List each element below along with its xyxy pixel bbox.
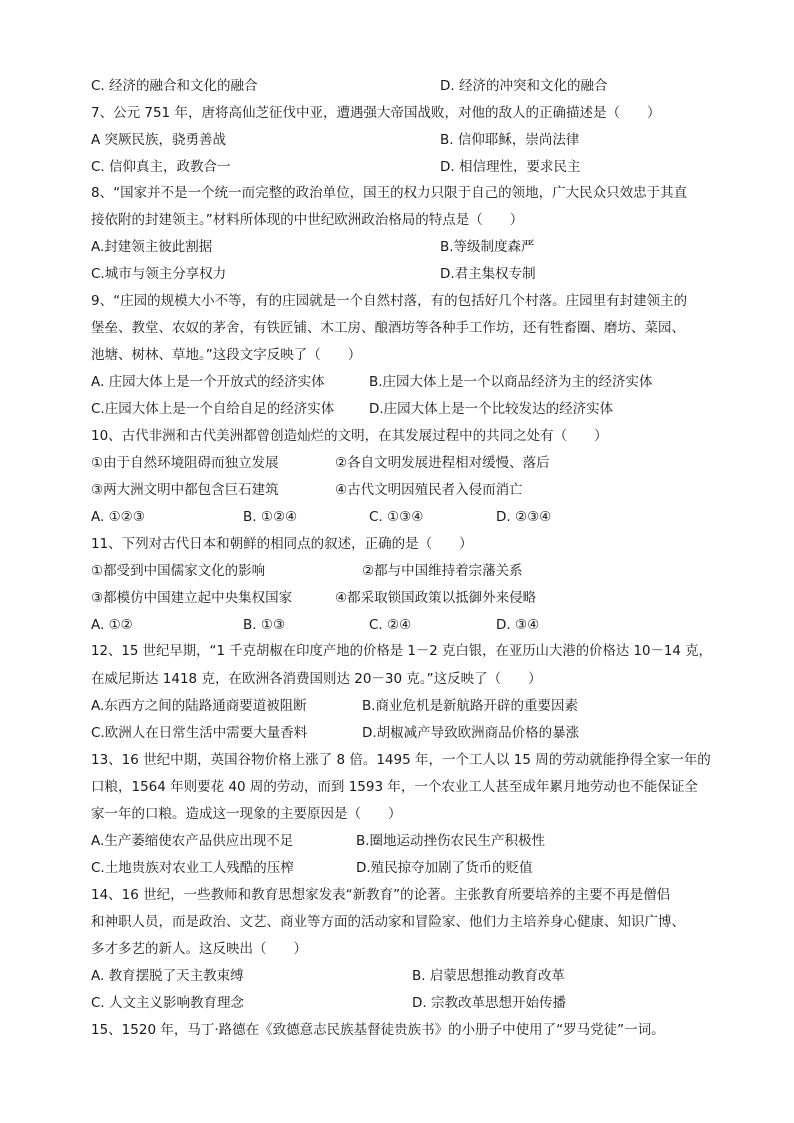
q8-stem-line1: 8、“国家并不是一个统一而完整的政治单位，国王的权力只限于自己的领地，广大民众只效忠于其直 xyxy=(91,185,688,201)
q7-option-b: B. 信仰耶稣，崇尚法律 xyxy=(440,132,580,148)
q9-option-c: C.庄园大体上是一个自给自足的经济实体 xyxy=(91,401,335,417)
q10-stem: 10、古代非洲和古代美洲都曾创造灿烂的文明，在其发展过程中的共同之处有（ ） xyxy=(91,428,608,444)
q9-option-d: D.庄园大体上是一个比较发达的经济实体 xyxy=(369,401,614,417)
q14-option-c: C. 人文主义影响教育理念 xyxy=(91,995,245,1011)
q14-option-a: A. 教育摆脱了天主教束缚 xyxy=(91,968,244,984)
q9-stem-line1: 9、“庄园的规模大小不等，有的庄园就是一个自然村落，有的包括好几个村落。庄园里有封建领主的 xyxy=(91,293,688,309)
q8-option-a: A.封建领主彼此割据 xyxy=(91,239,213,255)
q13-option-c: C.土地贵族对农业工人残酷的压榨 xyxy=(91,860,294,876)
q10-statement-3: ③两大洲文明中都包含巨石建筑 xyxy=(91,482,279,498)
q13-stem-line2: 口粮，1564 年则要花 40 周的劳动，而到 1593 年，一个农业工人甚至成年累月地劳动也不能保证全 xyxy=(91,779,698,795)
q12-stem-line1: 12、15 世纪早期，“1 千克胡椒在印度产地的价格是 1－2 克白银，在亚历山大港的价格达 10－14 克， xyxy=(91,644,712,659)
q9-stem-line3: 池塘、树林、草地。”这段文字反映了（ ） xyxy=(91,347,362,363)
q6-option-d: D. 经济的冲突和文化的融合 xyxy=(440,78,608,94)
q7-option-d: D. 相信理性，要求民主 xyxy=(440,159,581,175)
q8-option-d: D.君主集权专制 xyxy=(440,266,536,282)
q14-stem-line1: 14、16 世纪，一些教师和教育思想家发表“新教育”的论著。主张教育所要培养的主要不再是僧侣 xyxy=(91,887,671,903)
q8-option-c: C.城市与领主分享权力 xyxy=(91,266,227,282)
q8-option-b: B.等级制度森严 xyxy=(440,239,535,255)
q12-option-c: C.欧洲人在日常生活中需要大量香料 xyxy=(91,725,308,741)
q11-statement-2: ②都与中国维持着宗藩关系 xyxy=(362,563,523,579)
q11-statement-3: ③都模仿中国建立起中央集权国家 xyxy=(91,590,293,606)
q12-stem-line2: 在威尼斯达 1418 克，在欧洲各消费国则达 20－30 克。”这反映了（ ） xyxy=(91,671,542,687)
q15-stem: 15、1520 年，马丁·路德在《致德意志民族基督徒贵族书》的小册子中使用了“罗马党徒”一词。 xyxy=(91,1022,665,1038)
q14-stem-line3: 多才多艺的新人。这反映出（ ） xyxy=(91,941,307,957)
q10-option-c: C. ①③④ xyxy=(369,509,424,525)
q13-option-a: A.生产萎缩使农产品供应出现不足 xyxy=(91,833,294,849)
q11-statement-4: ④都采取锁国政策以抵御外来侵略 xyxy=(335,590,537,606)
q9-option-a: A. 庄园大体上是一个开放式的经济实体 xyxy=(91,374,325,390)
q11-statement-1: ①都受到中国儒家文化的影响 xyxy=(91,563,266,579)
q9-stem-line2: 堡垒、教堂、农奴的茅舍，有铁匠铺、木工房、酿酒坊等各种手工作坊，还有牲畜圈、磨坊、菜园、 xyxy=(91,320,685,336)
q10-statement-2: ②各自文明发展进程相对缓慢、落后 xyxy=(335,455,550,471)
q12-option-d: D.胡椒减产导致欧洲商品价格的暴涨 xyxy=(362,725,580,741)
q14-stem-line2: 和神职人员，而是政治、文艺、商业等方面的活动家和冒险家、他们力主培养身心健康、知识广博、 xyxy=(91,914,685,930)
q11-stem: 11、下列对古代日本和朝鲜的相同点的叙述，正确的是（ ） xyxy=(91,536,473,552)
q13-option-b: B.圈地运动挫伤农民生产积极性 xyxy=(356,833,546,849)
q11-option-c: C. ②④ xyxy=(369,617,412,633)
q14-option-b: B. 启蒙思想推动教育改革 xyxy=(412,968,565,984)
q13-option-d: D.殖民掠夺加剧了货币的贬值 xyxy=(356,860,533,876)
q7-stem: 7、公元 751 年，唐将高仙芝征伐中亚，遭遇强大帝国战败，对他的敌人的正确描述是（ ） xyxy=(91,105,661,121)
q10-option-b: B. ①②④ xyxy=(243,509,298,525)
q8-stem-line2: 接依附的封建领主。”材料所体现的中世纪欧洲政治格局的特点是（ ） xyxy=(91,212,524,228)
q11-option-a: A. ①② xyxy=(91,617,133,633)
q12-option-b: B.商业危机是新航路开辟的重要因素 xyxy=(362,698,579,714)
q13-stem-line3: 家一年的口粮。造成这一现象的主要原因是（ ） xyxy=(91,806,402,822)
q10-option-a: A. ①②③ xyxy=(91,509,145,525)
q14-option-d: D. 宗教改革思想开始传播 xyxy=(412,995,566,1011)
q11-option-b: B. ①③ xyxy=(243,617,286,633)
q10-option-d: D. ②③④ xyxy=(496,509,552,525)
q10-statement-4: ④古代文明因殖民者入侵而消亡 xyxy=(335,482,523,498)
q6-option-c: C. 经济的融合和文化的融合 xyxy=(91,78,258,94)
q7-option-c: C. 信仰真主，政教合一 xyxy=(91,159,231,175)
q10-statement-1: ①由于自然环境阻碍而独立发展 xyxy=(91,455,279,471)
q9-option-b: B.庄园大体上是一个以商品经济为主的经济实体 xyxy=(369,374,653,390)
q12-option-a: A.东西方之间的陆路通商要道被阻断 xyxy=(91,698,307,714)
q13-stem-line1: 13、16 世纪中期，英国谷物价格上涨了 8 倍。1495 年，一个工人以 15 周的劳动就能挣得全家一年的 xyxy=(91,752,711,768)
q7-option-a: A 突厥民族，骁勇善战 xyxy=(91,132,227,148)
q11-option-d: D. ③④ xyxy=(496,617,540,633)
